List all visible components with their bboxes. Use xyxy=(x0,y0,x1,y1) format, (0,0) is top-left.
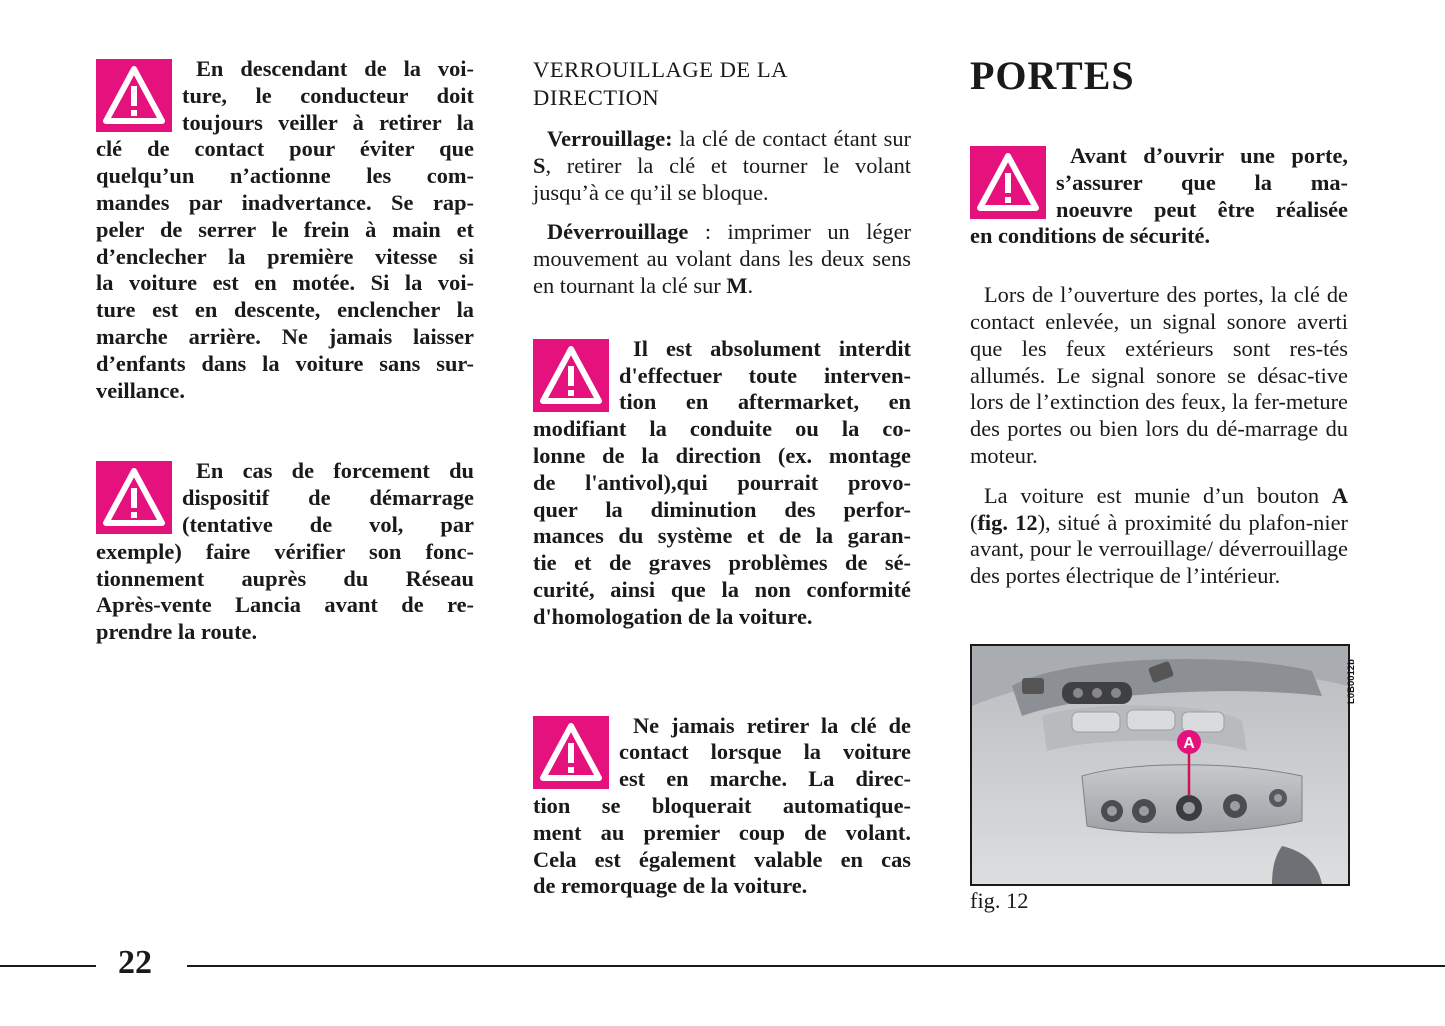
text-line: mandes par inadvertance. Se rap- xyxy=(96,189,474,215)
page-title: PORTES xyxy=(970,53,1135,98)
text-line: la voiture est en motée. Si la voi- xyxy=(96,270,474,296)
text-line: de remorquage de la voiture. xyxy=(533,873,808,899)
text-line: tion en aftermarket, en xyxy=(619,389,911,415)
key-position-s: S xyxy=(533,152,546,178)
warning-block-aftermarket xyxy=(533,336,911,631)
text-line: En cas de forcement du xyxy=(196,458,474,484)
text-line: dispositif de démarrage xyxy=(182,485,474,511)
text-line: noeuvre peut être réalisée xyxy=(1056,196,1348,222)
callout-a-label: A xyxy=(1183,735,1195,752)
unlock-label: Déverrouillage xyxy=(547,219,689,245)
text-line: prendre la route. xyxy=(96,619,258,645)
lock-label: Verrouillage: xyxy=(547,126,673,151)
column-left xyxy=(96,56,474,646)
figure-caption: fig. 12 xyxy=(970,888,1029,913)
text-line: tie et de graves problèmes de sé- xyxy=(533,550,911,576)
section-heading-steering-lock xyxy=(533,56,911,112)
warning-block-key-removal xyxy=(96,56,474,404)
paragraph-lock xyxy=(533,126,911,206)
column-right xyxy=(970,53,1348,603)
lock-text: la clé de contact étant sur xyxy=(672,126,911,151)
text-line: tionnement auprès du Réseau xyxy=(96,565,474,591)
text-line: quer la diminution des perfor- xyxy=(533,496,911,522)
warning-triangle-icon xyxy=(533,716,609,789)
footer-rule-right xyxy=(187,965,1445,967)
text-line: veillance. xyxy=(96,377,185,403)
figure-code: L0B0012b xyxy=(1346,659,1357,704)
unlock-text: . xyxy=(747,272,754,298)
text-line: mances du système et de la garan- xyxy=(533,523,911,549)
text-line: En descendant de la voi- xyxy=(196,56,474,81)
text-line: d'effectuer toute interven- xyxy=(619,362,911,388)
text-line: exemple) faire vérifier son fonc- xyxy=(96,538,474,564)
text-line: peler de serrer le frein à main et xyxy=(96,216,474,242)
switch-left xyxy=(1022,678,1044,694)
text-line: Ne jamais retirer la clé de xyxy=(633,712,911,738)
text-line: d’enfants dans la voiture sans sur- xyxy=(96,350,474,376)
key-position-m: M xyxy=(726,272,748,298)
text-line: marche arrière. Ne jamais laisser xyxy=(96,323,474,349)
text-line: quelqu’un n’actionne les com- xyxy=(96,163,474,189)
text-line: Après-vente Lancia avant de re- xyxy=(96,592,474,618)
text-line: en conditions de sécurité. xyxy=(970,223,1211,249)
warning-block-door-opening xyxy=(970,143,1348,250)
text-line: Il est absolument interdit xyxy=(633,335,911,361)
text-line: curité, ainsi que la non conformité xyxy=(533,576,911,602)
heading-line: VERROUILLAGE DE LA xyxy=(533,57,788,82)
door-button-text: La voiture est munie d’un bouton xyxy=(984,482,1332,508)
text-line: tion se bloquerait automatique- xyxy=(533,792,911,818)
column-middle xyxy=(533,56,911,900)
warning-block-forced-start xyxy=(96,458,474,646)
door-button-text: ( xyxy=(970,509,978,535)
warning-triangle-icon xyxy=(96,461,172,534)
text-line: contact lorsque la voiture xyxy=(619,739,911,765)
warning-block-key-while-driving xyxy=(533,713,911,901)
text-line: d'homologation de la voiture. xyxy=(533,603,813,629)
figure-ceiling-console xyxy=(970,644,1350,886)
paragraph-door-signal: Lors de l’ouverture des portes, la clé de contact enlevée, un signal sonore averti que les feux extérieurs sont res-tés allumés. Le signal sonore se désac-tive lors de l’extinction des feux, la fer-meture des portes ou bien lors du dé-marrage du moteur. xyxy=(970,282,1348,468)
warning-triangle-icon xyxy=(533,339,609,412)
lock-text: , retirer la clé et tourner le volant jusqu’à ce qu’il se bloque. xyxy=(533,152,911,205)
warning-triangle-icon xyxy=(96,59,172,132)
door-button-text: ), situé à proximité du plafon-nier avant, pour le verrouillage/ déverrouillage des portes électrique de l’intérieur. xyxy=(970,509,1348,589)
text-line: ment au premier coup de volant. xyxy=(533,819,911,845)
text-line: ture est en descente, enclencher la xyxy=(96,297,474,323)
text-line: Avant d’ouvrir une porte, xyxy=(1070,143,1348,168)
paragraph-unlock xyxy=(533,219,911,299)
text-line: modifiant la conduite ou la co- xyxy=(533,416,911,442)
ceiling-console-illustration xyxy=(972,646,1348,884)
text-line: s’assurer que la ma- xyxy=(1056,169,1348,195)
text-line: clé de contact pour éviter que xyxy=(96,136,474,162)
text-line: lonne de la direction (ex. montage xyxy=(533,442,911,468)
text-line: d’enclecher la première vitesse si xyxy=(96,243,474,269)
unlock-text: : imprimer un léger mouvement au volant dans les deux sens en tournant la clé sur xyxy=(533,219,911,298)
text-line: de l'antivol),qui pourrait provo- xyxy=(533,469,911,495)
footer-rule-left xyxy=(0,965,96,967)
heading-line: DIRECTION xyxy=(533,85,660,110)
paragraph-door-button xyxy=(970,483,1348,590)
text-line: (tentative de vol, par xyxy=(182,511,474,537)
warning-triangle-icon xyxy=(970,146,1046,219)
text-line: ture, le conducteur doit xyxy=(182,82,474,108)
button-a-ref: A xyxy=(1331,482,1348,508)
text-line: toujours veiller à retirer la xyxy=(182,109,474,135)
page-number: 22 xyxy=(118,944,152,981)
text-line: est en marche. La direc- xyxy=(619,766,911,792)
text-line: Cela est également valable en cas xyxy=(533,846,911,872)
figure-reference: fig. 12 xyxy=(977,509,1038,535)
